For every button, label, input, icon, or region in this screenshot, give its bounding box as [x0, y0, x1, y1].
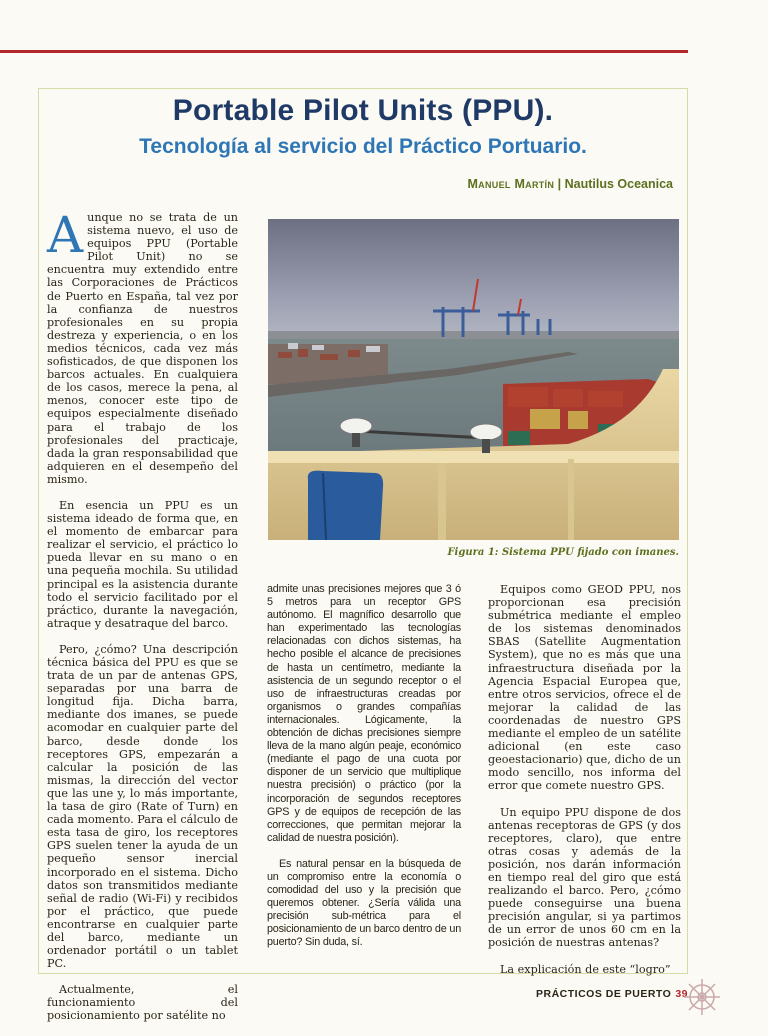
author-name: Manuel Martín [467, 177, 555, 191]
figure-caption: Figura 1: Sistema PPU fijado con imanes. [447, 547, 679, 558]
page-footer [536, 988, 688, 1000]
paragraph: Aunque no se trata de un sistema nuevo, el uso de equipos PPU (Portable Pilot Unit) no se encuentra muy extendido entre las Corporaciones de Prácticos de Puerto en España, tal vez por la confianza de nuestros profesionales en su propia destreza y experiencia, o en los medios técnicos, cada vez más sofisticados, de que disponen los barcos actuales. En cualquiera de los casos, merece la pena, al menos, conocer este tipo de equipos especialmente diseñado para el trabajo de los profesionales del practicaje, dada la gran responsabilidad que adquieren en el desempeño del mismo. [47, 206, 238, 486]
gps-antenna-right [470, 424, 502, 440]
page-number: 39 [675, 988, 688, 1000]
footer-section: PRÁCTICOS DE PUERTO [535, 988, 672, 1000]
article-subtitle: Tecnología al servicio del Práctico Portuario. [139, 135, 587, 158]
paragraph: Pero, ¿cómo? Una descripción técnica básica del PPU es que se trata de un par de antenas GPS, separadas por una barra de longitud fija. Dicha barra, mediante dos imanes, se puede acomodar en cualquier parte del barco, desde donde los receptores GPS, empezarán a calcular la posición de las mismas, la dirección del vector que las une y, lo más importante, la tasa de giro (Rate of Turn) en cada momento. Para el cálculo de esta tasa de giro, los receptores GPS suelen tener la ayuda de un pequeño sensor inercial incorporado en el sistema. Dicho datos son transmitidos mediante señal de radio (Wi-Fi) y recibidos por el práctico, que puede encontrarse en cualquier parte del barco, mediante un ordenador portátil o un tablet PC. [47, 642, 238, 971]
harbor-photo-illustration [268, 219, 679, 540]
ship-wheel-icon [680, 975, 724, 1019]
author-organization: Nautilus Oceanica [564, 177, 673, 191]
article-column-3 [488, 583, 681, 989]
article-column-1 [47, 206, 238, 1036]
paragraph: Un equipo PPU dispone de dos antenas receptoras de GPS (y dos receptores, claro), que entre otras cosas y además de la posición, nos darán información en tiempo real del giro que está realizando el barco. Pero, ¿cómo puede conseguirse una buena precisión angular, si ya partimos de un error de unos 60 cm en la posición de nuestras antenas? [488, 805, 681, 950]
gps-antenna-left [340, 418, 372, 434]
paragraph: Equipos como GEOD PPU, nos proporcionan esa precisión submétrica mediante el empleo de los sistemas denominados SBAS (Satellite Augmentation System), que no es más que una infraestructura diseñada por la Agencia Espacial Europea que, entre otros servicios, ofrece el de mejorar la calidad de las coordenadas de nuestro GPS mediante el empleo de un satélite adicional (en este caso geoestacionario) que, dicho de un modo sencillo, nos informa del error que comete nuestro GPS. [488, 583, 681, 793]
top-red-rule [0, 50, 688, 53]
paragraph: La explicación de este “logro” [500, 962, 671, 976]
drop-cap: A [47, 206, 84, 264]
article-column-2 [267, 583, 461, 963]
paragraph: Es natural pensar en la búsqueda de un compromiso entre la economía o comodidad del uso y la precisión que queremos obtener. ¿Sería válida una precisión sub-métrica para el posicionamiento de un barco dentro de un puerto? Sin duda, sí. [267, 857, 461, 949]
article-title: Portable Pilot Units (PPU). [172, 94, 554, 127]
paragraph: Actualmente, el funcionamiento del posicionamiento por satélite no [47, 983, 238, 1023]
paragraph: admite unas precisiones mejores que 3 ó 5 metros para un receptor GPS autónomo. El magnífico desarrollo que han experimentado las tecnologías relacionadas con dichos sistemas, ha hecho posible el alcance de precisiones de hasta un centímetro, mediante la asistencia de un segundo receptor o el uso de infraestructuras creadas por organismos o grandes compañías internacionales. Lógicamente, la obtención de dichas precisiones siempre lleva de la mano algún peaje, económico (mediante el pago de una cuota por disponer de un servicio que multiplique nuestra precisión) o práctico (por la incorporación de segundos receptores GPS y de equipos de recepción de las correcciones, que permitan mejorar la calidad de nuestra posición). [267, 583, 461, 844]
paragraph: En esencia un PPU es un sistema ideado de forma que, en el momento de embarcar para realizar el servicio, el práctico lo pueda llevar en su mano o en una pequeña mochila. Su utilidad principal es la asistencia durante todo el servicio facilitado por el práctico, durante la navegación, atraque y desatraque del barco. [47, 498, 238, 630]
byline [467, 177, 673, 191]
byline-separator: | [554, 177, 565, 191]
figure-ppu-photo [268, 219, 679, 540]
